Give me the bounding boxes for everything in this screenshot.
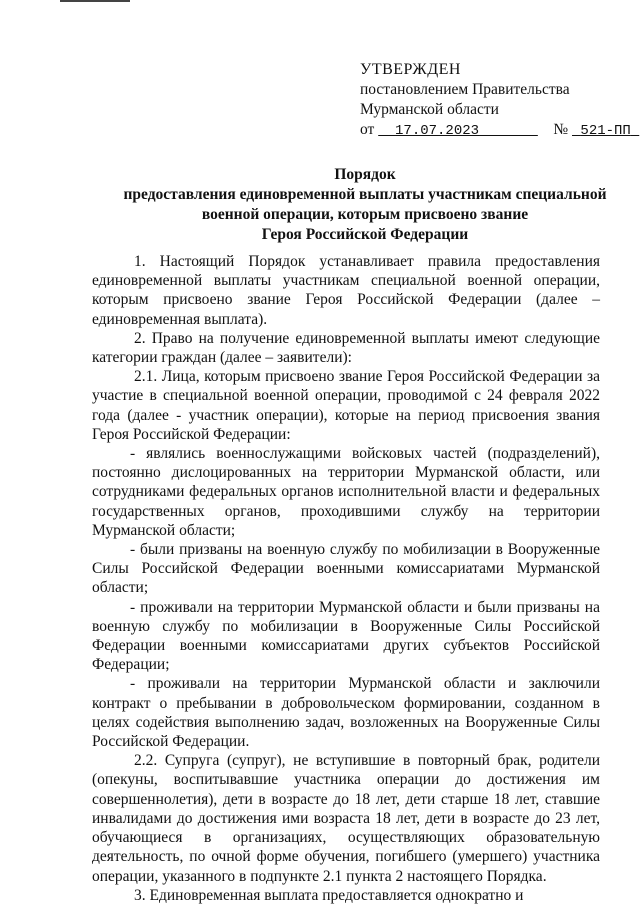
paragraph-2-1: 2.1. Лица, которым присвоено звание Героя Российской Федерации за участие в специальной военной операции, проводимой с 24 февраля 2022 года (далее - участник операции), которые на период присвоения звания Героя Российской Федерации: — [92, 368, 600, 443]
title-line-4: Героя Российской Федерации — [261, 226, 469, 243]
paragraph-1: 1. Настоящий Порядок устанавливает правила предоставления единовременной выплаты участникам специальной военной операции, которым присвоено звание Героя Российской Федерации (далее – единовременная выплата). — [92, 253, 600, 328]
approval-block — [360, 60, 631, 141]
approval-stamp: УТВЕРЖДЕН — [360, 61, 461, 78]
paragraph-2-2: 2.2. Супруга (супруг), не вступившие в повторный брак, родители (опекуны, воспитывавшие участника операции до достижения им совершеннолетия), дети в возрасте до 18 лет, дети старше 18 лет, ставшие инвалидами до достижения ими возраста 18 лет, дети в возрасте до 23 лет, обучающиеся в организациях, осуществляющих образовательную деятельность, по очной форме обучения, погибшего (умершего) участника операции, указанного в подпункте 2.1 пункта 2 настоящего Порядка. — [92, 752, 600, 885]
paragraph-dash-1: - являлись военнослужащими войсковых частей (подразделений), постоянно дислоцированных на территории Мурманской области, или сотрудниками федеральных органов исполнительной власти и федеральных государственных органов, проходившими службу на территории Мурманской области; — [92, 445, 600, 539]
approval-number-line — [360, 120, 631, 141]
document-body — [92, 252, 600, 905]
paragraph-2: 2. Право на получение единовременной выплаты имеют следующие категории граждан (далее – заявители): — [92, 329, 600, 367]
approval-number — [572, 123, 639, 139]
title-line-3: военной операции, которым присвоено звание — [201, 206, 529, 223]
title-line-1: Порядок — [334, 166, 396, 183]
approval-date — [378, 123, 538, 139]
title-line-2: предоставления единовременной выплаты участникам специальной — [123, 186, 607, 203]
approval-line-1: постановлением Правительства — [360, 81, 570, 98]
approval-number-value: 521-ПП — [580, 123, 631, 139]
from-label: от — [360, 121, 375, 138]
number-label: № — [553, 121, 569, 138]
top-edge-line — [60, 0, 130, 2]
document-title — [90, 165, 640, 245]
paragraph-dash-4: - проживали на территории Мурманской области и заключили контракт о пребывании в добровольческом формировании, созданном в целях содействия выполнению задач, возложенных на Вооруженные Силы Российской Федерации. — [92, 675, 600, 751]
approval-line-2: Мурманской области — [360, 101, 499, 118]
paragraph-dash-3: - проживали на территории Мурманской области и были призваны на военную службу по мобилизации в Вооруженные Силы Российской Федерации военными комиссариатами других субъектов Российской Федерации; — [92, 598, 600, 674]
approval-date-value: 17.07.2023 — [395, 123, 480, 139]
paragraph-dash-2: - были призваны на военную службу по мобилизации в Вооруженные Силы Российской Федерации военными комиссариатами Мурманской области; — [92, 541, 600, 597]
paragraph-3: 3. Единовременная выплата предоставляется однократно и — [134, 886, 524, 904]
